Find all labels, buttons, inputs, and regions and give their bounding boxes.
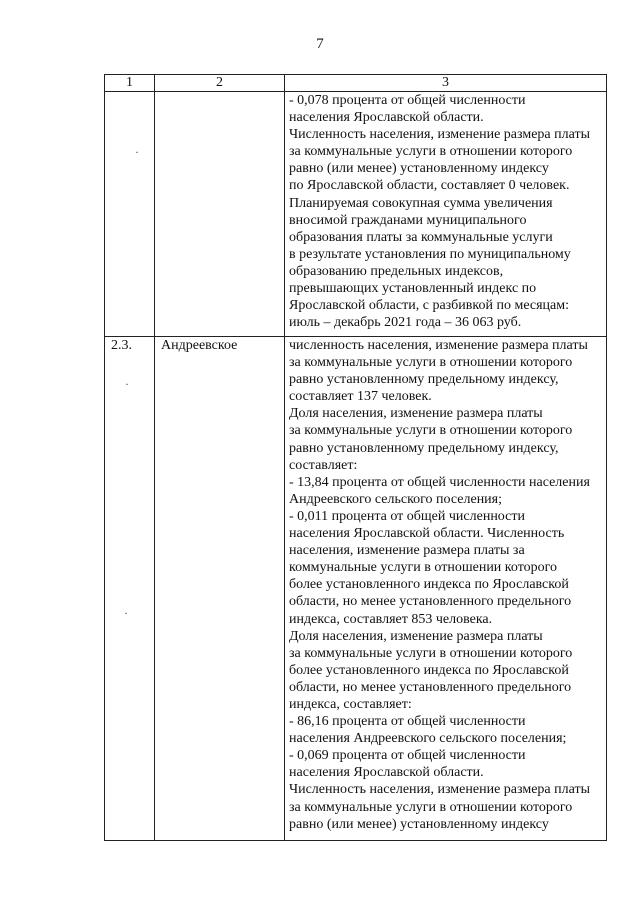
row-number: 2.3. bbox=[105, 337, 155, 841]
description-line: индекса, составляет: bbox=[289, 696, 412, 712]
description-line: более установленного индекса по Ярославской bbox=[289, 662, 569, 678]
description-line: Численность населения, изменение размера платы bbox=[289, 782, 590, 798]
description-line: - 86,16 процента от общей численности bbox=[289, 714, 526, 730]
description-line: - 0,078 процента от общей численности bbox=[289, 93, 526, 108]
description-line: Доля населения, изменение размера платы bbox=[289, 628, 543, 644]
row-municipality-name: Андреевское bbox=[155, 337, 285, 841]
description-line: Планируемая совокупная сумма увеличения bbox=[289, 195, 553, 211]
description-line: - 0,069 процента от общей численности bbox=[289, 748, 526, 764]
description-line: составляет: bbox=[289, 457, 358, 473]
description-line: за коммунальные услуги в отношении которого bbox=[289, 645, 573, 661]
description-line: - 13,84 процента от общей численности населения bbox=[289, 474, 590, 490]
scan-speck: · bbox=[135, 145, 139, 159]
description-line: населения Андреевского сельского поселения; bbox=[289, 731, 567, 747]
description-line: численность населения, изменение размера платы bbox=[289, 338, 588, 353]
row-description bbox=[285, 337, 607, 841]
description-line: более установленного индекса по Ярославской bbox=[289, 577, 569, 593]
description-line: равно (или менее) установленному индексу bbox=[289, 161, 549, 177]
description-line: Численность населения, изменение размера платы bbox=[289, 127, 590, 143]
description-line: Доля населения, изменение размера платы bbox=[289, 406, 543, 422]
scan-speck: · bbox=[124, 606, 128, 620]
description-line: населения Ярославской области. Численность bbox=[289, 526, 565, 542]
row-municipality-name bbox=[155, 92, 285, 337]
description-line: июль – декабрь 2021 года – 36 063 руб. bbox=[289, 315, 522, 331]
description-line: образованию предельных индексов, bbox=[289, 263, 504, 279]
row-description bbox=[285, 92, 607, 337]
description-line: населения, изменение размера платы за bbox=[289, 543, 525, 559]
description-line: за коммунальные услуги в отношении которого bbox=[289, 144, 573, 160]
description-line: индекса, составляет 853 человека. bbox=[289, 611, 493, 627]
description-line: области, но менее установленного предельного bbox=[289, 594, 572, 610]
description-line: за коммунальные услуги в отношении которого bbox=[289, 799, 573, 815]
description-line: равно установленному предельному индексу, bbox=[289, 440, 559, 456]
page-number: 7 bbox=[316, 36, 324, 52]
header-col-2: 2 bbox=[155, 75, 285, 92]
data-table bbox=[104, 74, 607, 841]
table-row bbox=[105, 92, 607, 337]
description-line: составляет 137 человек. bbox=[289, 389, 432, 405]
description-line: области, но менее установленного предельного bbox=[289, 679, 572, 695]
header-col-3: 3 bbox=[285, 75, 607, 92]
header-row bbox=[105, 75, 607, 92]
row-number bbox=[105, 92, 155, 337]
description-line: населения Ярославской области. bbox=[289, 765, 484, 781]
description-line: образования платы за коммунальные услуги bbox=[289, 229, 553, 245]
header-col-1: 1 bbox=[105, 75, 155, 92]
description-line: коммунальные услуги в отношении которого bbox=[289, 560, 558, 576]
description-line: в результате установления по муниципальному bbox=[289, 246, 571, 262]
description-line: по Ярославской области, составляет 0 человек. bbox=[289, 178, 570, 194]
description-line: вносимой гражданами муниципального bbox=[289, 212, 527, 228]
description-line: превышающих установленный индекс по bbox=[289, 281, 537, 297]
description-line: за коммунальные услуги в отношении которого bbox=[289, 423, 573, 439]
description-line: равно установленному предельному индексу, bbox=[289, 372, 559, 388]
description-line: равно (или менее) установленному индексу bbox=[289, 816, 549, 832]
description-line: - 0,011 процента от общей численности bbox=[289, 508, 525, 524]
table-row bbox=[105, 337, 607, 841]
description-line: за коммунальные услуги в отношении которого bbox=[289, 355, 573, 371]
description-line: Андреевского сельского поселения; bbox=[289, 491, 503, 507]
description-line: Ярославской области, с разбивкой по месяцам: bbox=[289, 298, 570, 314]
scan-speck: · bbox=[125, 377, 129, 391]
description-line: населения Ярославской области. bbox=[289, 110, 484, 126]
